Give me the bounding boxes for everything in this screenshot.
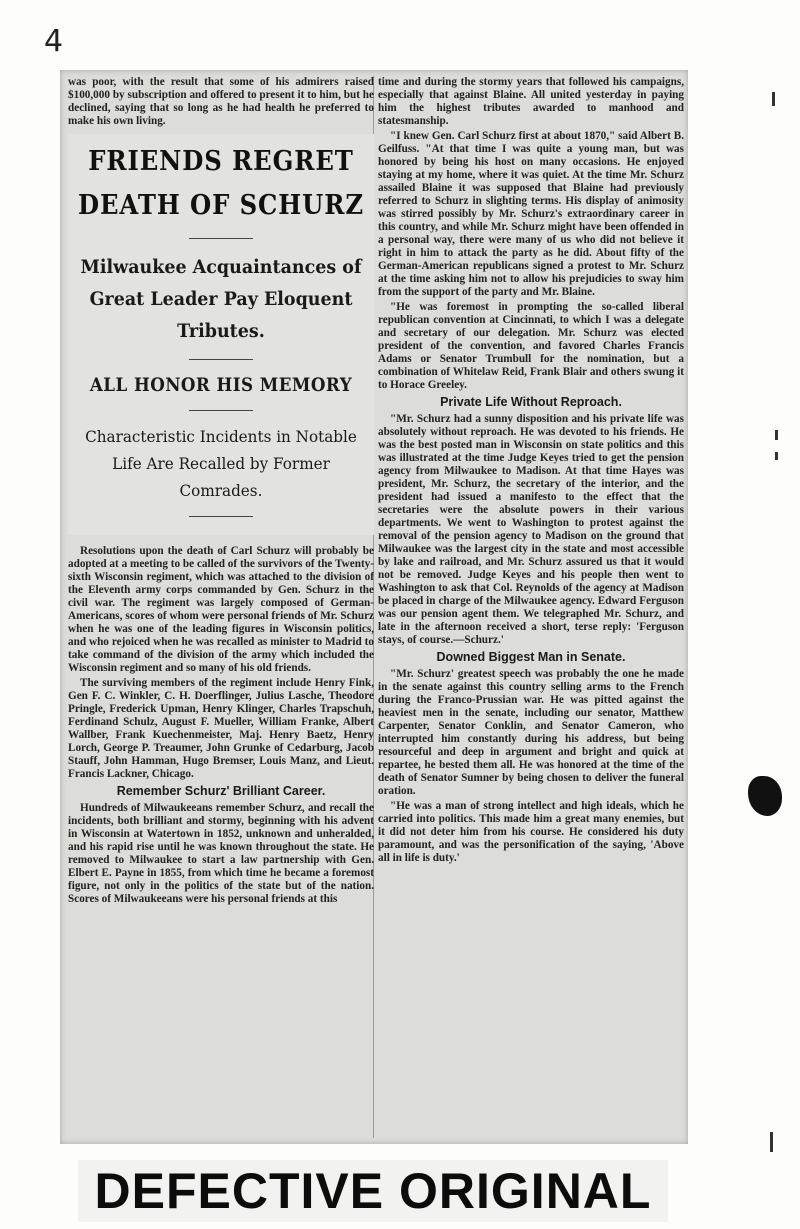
article-paragraph: "He was foremost in prompting the so-called liberal republican convention at Cincinnati, to which I was a delegate and secretary of our delegation. Mr. Schurz was elected president of the convention, and favored Charles Francis Adams or Senator Trumbull for the nomination, but a combination of Whitelaw Reid, Frank Blair and others swung it to Horace Greeley. <box>378 301 684 391</box>
subhead-downed-biggest-man: Downed Biggest Man in Senate. <box>436 650 626 664</box>
divider-rule <box>189 410 253 411</box>
article-paragraph: "He was a man of strong intellect and high ideals, which he carried into politics. This made him a great many enemies, but it did not deter him from his course. He considered his duty paramount, and was the personification of the saying, 'Above all in life is duty.' <box>378 800 684 864</box>
subhead-remember-schurz: Remember Schurz' Brilliant Career. <box>116 784 326 798</box>
newspaper-clipping <box>60 70 688 1144</box>
deck-subtitle-3: Characteristic Incidents in Notable Life Are Recalled by Former Comrades. <box>85 427 357 500</box>
scan-speck <box>772 92 775 106</box>
left-lead-paragraph: was poor, with the result that some of his admirers raised $100,000 by subscription and offered to present it to him, but he declined, saying that so long as he had health he preferred to make his own living. <box>68 76 374 127</box>
deck-subtitle-2: ALL HONOR HIS MEMORY <box>89 374 353 396</box>
right-column <box>378 76 684 1138</box>
article-paragraph: Hundreds of Milwaukeeans remember Schurz, and recall the incidents, both brilliant and stormy, beginning with his advent in Wisconsin at Watertown in 1852, unknown and unheralded, and his rapid rise until he was known throughout the state. He removed to Milwaukee to start a law partnership with Gen. Elbert E. Payne in 1855, from which time he became a foremost figure, not only in the politics of the state but of the nation. Scores of Milwaukeeans were his personal friends at this <box>68 802 374 905</box>
headline-line-1: FRIENDS REGRET <box>88 146 354 177</box>
subhead-private-life: Private Life Without Reproach. <box>440 395 622 409</box>
scan-speck <box>775 452 778 460</box>
divider-rule <box>189 516 253 517</box>
headline-block <box>68 134 374 535</box>
article-paragraph: "I knew Gen. Carl Schurz first at about 1870," said Albert B. Geilfuss. "At that time I was quite a young man, but was honored by being his host on many occasions. He enjoyed staying at my home, where it was quiet. At the time Mr. Schurz assailed Blaine it was supposed that Blaine had previously referred to Schurz in slighting terms. His display of animosity was stirred possibly by Mr. Schurz's extraordinary career in this country, and while Mr. Schurz might have been offended in a personal way, there were many of us who did not believe it right in him to attack the party as he did. About fifty of the German-American republicans signed a protest to Mr. Schurz at the time asking him not to allow his prejudicies to sway him from the support of the party and Mr. Blaine. <box>378 130 684 298</box>
scan-speck <box>770 1132 773 1152</box>
divider-rule <box>189 238 253 239</box>
deck-subtitle-1: Milwaukee Acquaintances of Great Leader Pay Eloquent Tributes. <box>80 256 362 342</box>
right-lead-paragraph: time and during the stormy years that followed his campaigns, especially that against Blaine. All united yesterday in paying him the highest tributes awarded to manhood and statesmanship. <box>378 76 684 127</box>
left-column <box>68 76 374 1138</box>
scan-blot <box>748 776 782 816</box>
page-number-mark: 4 <box>44 24 64 59</box>
defective-original-banner: DEFECTIVE ORIGINAL <box>78 1160 668 1222</box>
article-paragraph: "Mr. Schurz had a sunny disposition and his private life was absolutely without reproach. He was devoted to his friends. He was the best posted man in Wisconsin on state politics and this was illustrated at the time Judge Keyes tried to get the pension agency from Milwaukee to Madison. At that time Hayes was president, Mr. Schurz, the secretary of the interior, and the president had issued a manifesto to the effect that the secretaries were the absolute powers in their various departments. We went to Washington to protest against the removal of the pension agency to Madison on the ground that Milwaukee was the largest city in the state and most accessible by lake and railroad, and Mr. Schurz assured us that it would not be removed. Judge Keyes and his people then went to Washington to ask that Col. Reynolds of the agency at Madison be placed in charge of the Milwaukee agency. Edward Ferguson was our pension agent them. We telegraphed Mr. Schurz, and late in the afternoon received a short, terse reply: 'Ferguson stays, of course.—Schurz.' <box>378 413 684 646</box>
article-paragraph: The surviving members of the regiment include Henry Fink, Gen F. C. Winkler, C. H. Doerflinger, Julius Lasche, Theodore Pringle, Frederick Upman, Henry Klinger, Charles Trapschuh, Ferdinand Schulz, August F. Mueller, William Franke, Albert Wallber, Frank Kuechenmeister, Maj. Henry Baetz, Henry Lorch, George P. Treaumer, John Grunke of Cedarburg, Jacob Stauff, John Hamman, Hugo Bremser, Louis Manz, and Lieut. Francis Lackner, Chicago. <box>68 677 374 780</box>
divider-rule <box>189 359 253 360</box>
scan-speck <box>775 430 778 440</box>
article-paragraph: "Mr. Schurz' greatest speech was probably the one he made in the senate against this country selling arms to the French during the Franco-Prussian war. He was pitted against the heaviest men in the senate, including our senator, Matthew Carpenter, Senator Conklin, and Senator Cameron, who interrupted him constantly during his address, but being resourceful and deep in argument and bright and quick at repartee, he bested them all. He was honored at the time of the death of Senator Sumner by being chosen to deliver the funeral oration. <box>378 668 684 797</box>
article-paragraph: Resolutions upon the death of Carl Schurz will probably be adopted at a meeting to be called of the survivors of the Twenty-sixth Wisconsin regiment, which was attached to the division of the Eleventh army corps commanded by Gen. Schurz in the civil war. The regiment was largely composed of German-Americans, scores of whom were personal friends of Mr. Schurz when he was one of the leading figures in Wisconsin politics, and who rejoiced when he was recalled as minister to Madrid to take command of the division of the army which included the Wisconsin regiment and so many of his old friends. <box>68 545 374 674</box>
headline-line-2: DEATH OF SCHURZ <box>78 190 364 221</box>
